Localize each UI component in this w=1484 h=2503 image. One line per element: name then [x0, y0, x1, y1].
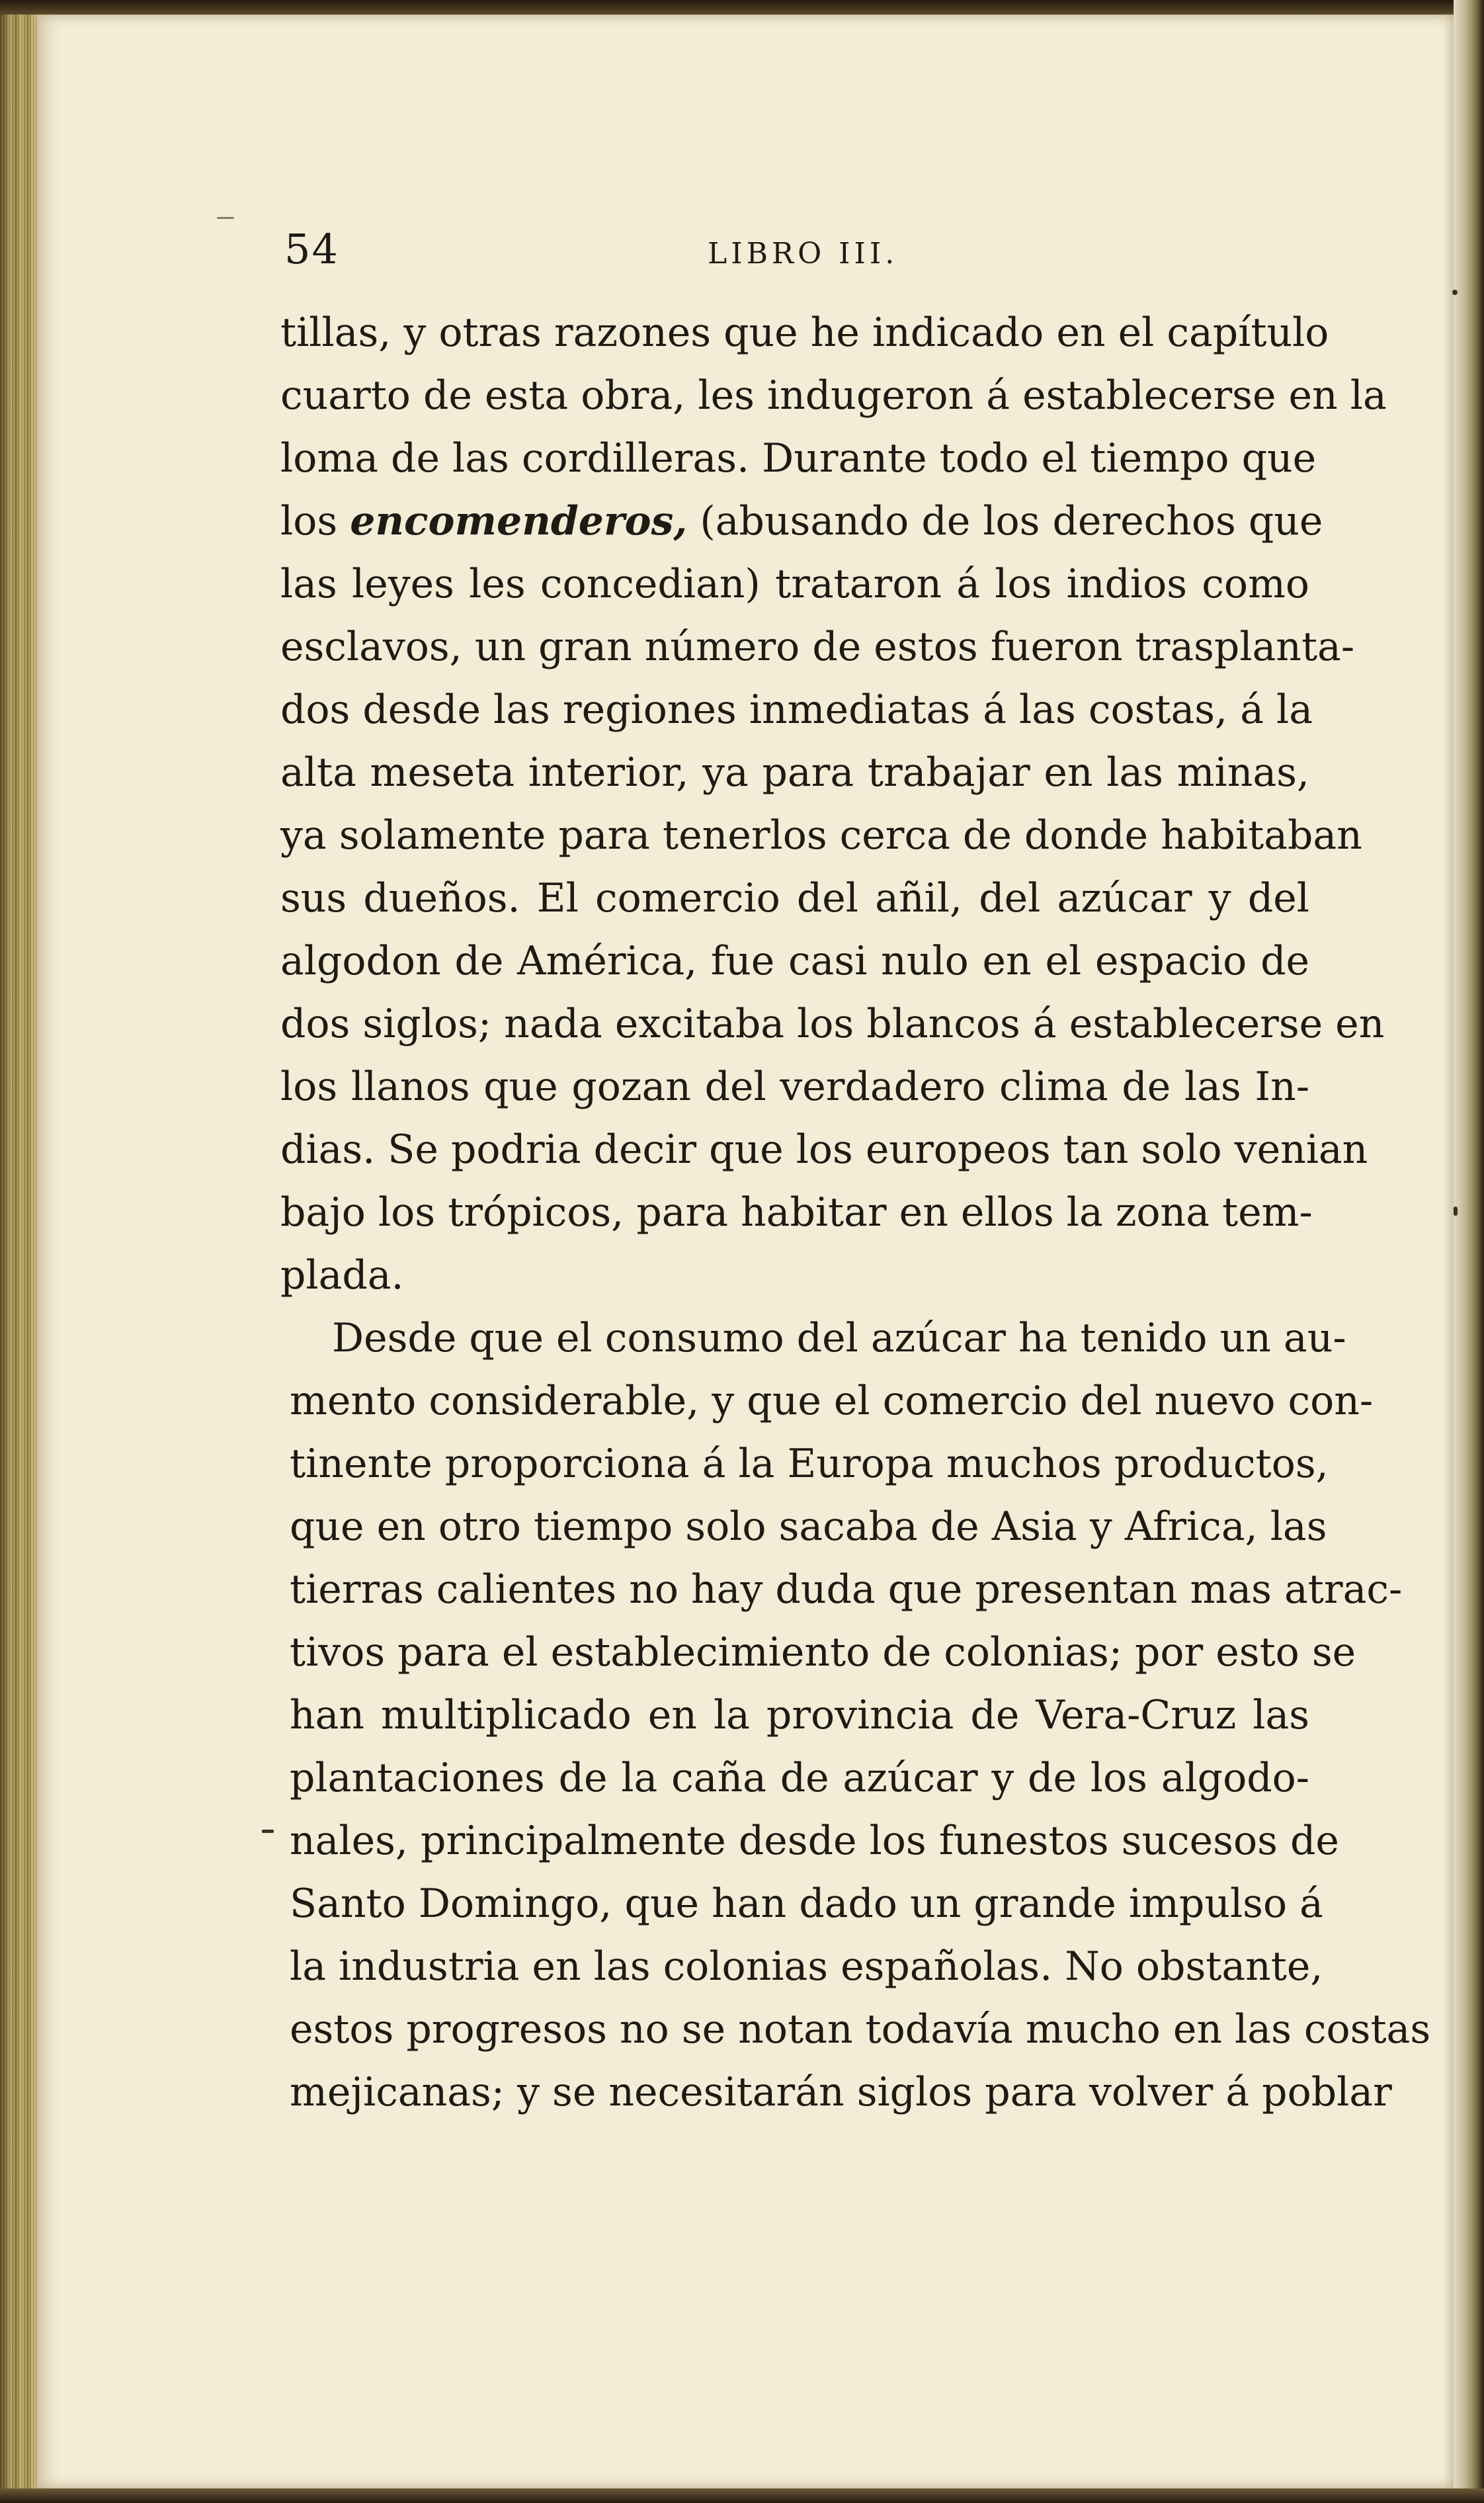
text-line: han multiplicado en la provincia de Vera-Cruz las [290, 1692, 1309, 1738]
page-header [284, 225, 1303, 298]
text-line: ya solamente para tenerlos cerca de donde habitaban [280, 812, 1362, 859]
paragraph-1 [280, 302, 1387, 1307]
text-line: tivos para el establecimiento de colonias; por esto se [290, 1629, 1356, 1676]
ink-speck [1452, 290, 1458, 295]
text-line: Santo Domingo, que han dado un grande impulso á [290, 1881, 1323, 1927]
running-head: LIBRO III. [708, 237, 899, 271]
text-line: plada. [280, 1252, 404, 1298]
text-line: dias. Se podria decir que los europeos tan solo venian [280, 1126, 1368, 1173]
text-line: Desde que el consumo del azúcar ha tenido un au- [332, 1315, 1346, 1361]
text-line: sus dueños. El comercio del añil, del azúcar y del [280, 875, 1309, 921]
bottom-binding-edge [0, 2488, 1484, 2503]
gilt-page-edges [0, 0, 38, 2503]
text-line: mejicanas; y se necesitarán siglos para volver á poblar [290, 2069, 1392, 2115]
text-line: la industria en las colonias españolas. No obstante, [290, 1943, 1323, 1990]
text-fragment: los [280, 498, 350, 544]
text-line: tillas, y otras razones que he indicado en el capítulo [280, 310, 1329, 356]
page-number: 54 [284, 225, 339, 273]
text-line [280, 490, 1323, 553]
text-line: alta meseta interior, ya para trabajar en las minas, [280, 749, 1309, 796]
text-line: plantaciones de la caña de azúcar y de los algodo- [290, 1755, 1309, 1801]
text-line: cuarto de esta obra, les indugeron á establecerse en la [280, 372, 1387, 419]
text-line: los llanos que gozan del verdadero clima de las In- [280, 1064, 1309, 1110]
text-fragment: (abusando de los derechos que [687, 498, 1323, 544]
text-line: estos progresos no se notan todavía mucho en las costas [290, 2006, 1431, 2053]
text-line: las leyes les concedian) trataron á los indios como [280, 561, 1309, 607]
text-line: que en otro tiempo solo sacaba de Asia y Africa, las [290, 1504, 1327, 1550]
ink-speck [1454, 1207, 1458, 1216]
text-line: nales, principalmente desde los funestos sucesos de [290, 1818, 1339, 1864]
body-text [280, 302, 1431, 2124]
right-binding-edge [1454, 0, 1484, 2503]
text-line: algodon de América, fue casi nulo en el espacio de [280, 938, 1309, 984]
text-line: tierras calientes no hay duda que presentan mas atrac- [290, 1566, 1403, 1613]
text-line: dos desde las regiones inmediatas á las costas, á la [280, 687, 1313, 733]
italic-term: encomenderos, [350, 498, 688, 544]
ink-speck [217, 217, 234, 219]
text-line: loma de las cordilleras. Durante todo el tiempo que [280, 435, 1317, 482]
text-line: esclavos, un gran número de estos fueron trasplanta- [280, 624, 1355, 670]
text-line: mento considerable, y que el comercio del nuevo con- [290, 1378, 1374, 1424]
top-binding-edge [0, 0, 1484, 15]
ink-speck [262, 1830, 274, 1833]
text-line: tinente proporciona á la Europa muchos productos, [290, 1441, 1329, 1487]
text-line: bajo los trópicos, para habitar en ellos la zona tem- [280, 1189, 1313, 1236]
paragraph-2 [280, 1307, 1431, 2124]
text-line: dos siglos; nada excitaba los blancos á establecerse en [280, 1001, 1385, 1047]
